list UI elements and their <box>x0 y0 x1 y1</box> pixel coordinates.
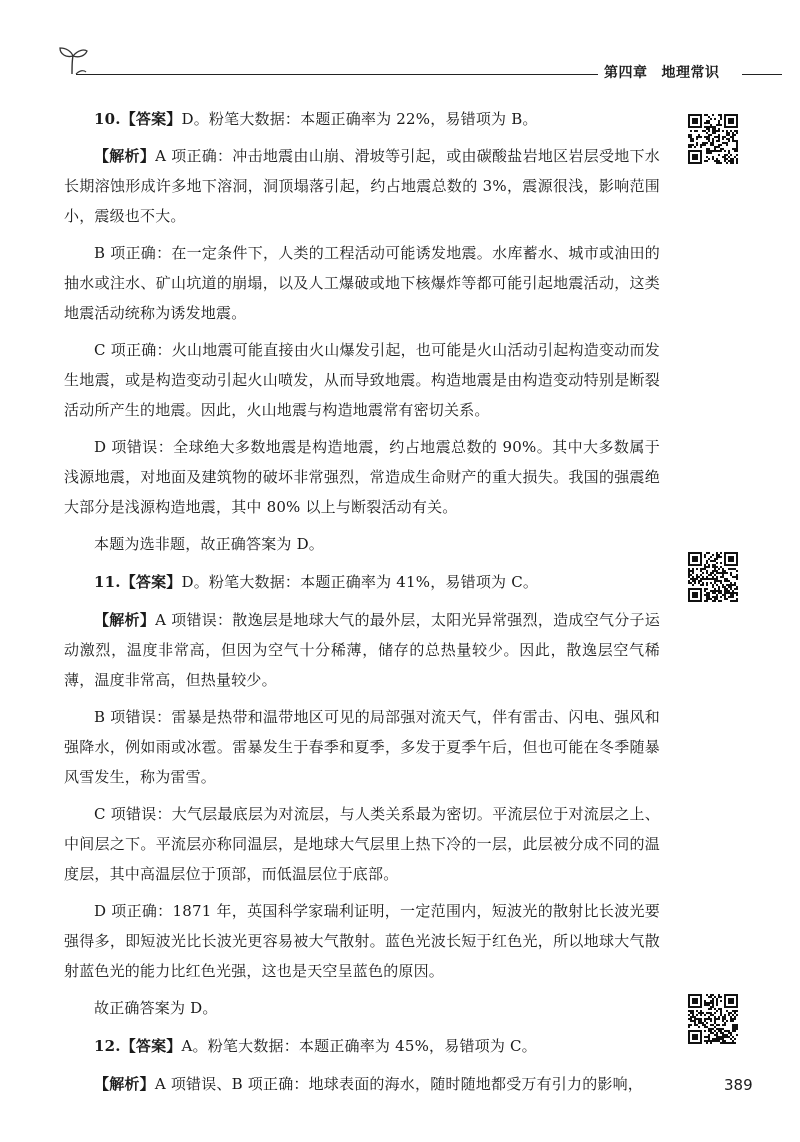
header-rule-right <box>742 74 782 75</box>
analysis-text: A 项正确：冲击地震由山崩、滑坡等引起，或由碳酸盐岩地区岩层受地下水长期溶蚀形成许多地下溶洞，洞顶塌落引起，约占地震总数的 3%，震源很浅，影响范围小，震级也不大。 <box>64 147 661 225</box>
chapter-title: 地理常识 <box>661 65 720 81</box>
header-rule-left <box>76 74 598 75</box>
analysis-label: 【解析】 <box>94 1075 155 1093</box>
answer-label: 12.【答案】 <box>94 1037 182 1055</box>
conclusion-paragraph <box>64 529 660 559</box>
option-c-paragraph <box>64 335 660 425</box>
page-number: 389 <box>724 1076 753 1094</box>
paragraph-text: C 项正确：火山地震可能直接由火山爆发引起，也可能是火山活动引起构造变动而发生地震，或是构造变动引起火山喷发，从而导致地震。构造地震是由构造变动特别是断裂活动所产生的地震。因此，火山地震与构造地震常有密切关系。 <box>64 341 660 419</box>
analysis-paragraph <box>64 605 660 695</box>
answer-11-line <box>64 567 660 597</box>
chapter-heading <box>604 62 720 82</box>
paragraph-text: 故正确答案为 D。 <box>94 999 218 1017</box>
qr-code-icon[interactable] <box>688 552 738 602</box>
paragraph-text: 本题为选非题，故正确答案为 D。 <box>94 535 324 553</box>
page-header <box>0 0 800 100</box>
analysis-paragraph <box>64 1069 660 1099</box>
option-b-paragraph <box>64 702 660 792</box>
paragraph-text: B 项正确：在一定条件下，人类的工程活动可能诱发地震。水库蓄水、城市或油田的抽水或注水、矿山坑道的崩塌，以及人工爆破或地下核爆炸等都可能引起地震活动，这类地震活动统称为诱发地震。 <box>64 244 660 322</box>
analysis-label: 【解析】 <box>94 611 156 629</box>
analysis-paragraph <box>64 141 660 231</box>
analysis-text: A 项错误、B 项正确：地球表面的海水，随时随地都受万有引力的影响， <box>154 1075 644 1093</box>
option-c-paragraph <box>64 799 660 889</box>
answer-10-line <box>64 104 660 134</box>
answer-label: 10.【答案】 <box>94 110 182 128</box>
conclusion-paragraph <box>64 993 660 1023</box>
answer-label: 11.【答案】 <box>94 573 182 591</box>
answer-text: D。粉笔大数据：本题正确率为 41%，易错项为 C。 <box>181 573 539 591</box>
paragraph-text: C 项错误：大气层最底层为对流层，与人类关系最为密切。平流层位于对流层之上、中间层之下。平流层亦称同温层，是地球大气层里上热下冷的一层，此层被分成不同的温度层，其中高温层位于顶部，而低温层位于底部。 <box>64 805 660 883</box>
answer-content <box>64 104 660 1106</box>
paragraph-text: B 项错误：雷暴是热带和温带地区可见的局部强对流天气，伴有雷击、闪电、强风和强降水，例如雨或冰雹。雷暴发生于春季和夏季，多发于夏季午后，但也可能在冬季随暴风雪发生，称为雷雪。 <box>64 708 660 786</box>
answer-text: A。粉笔大数据：本题正确率为 45%，易错项为 C。 <box>181 1037 537 1055</box>
answer-text: D。粉笔大数据：本题正确率为 22%，易错项为 B。 <box>181 110 538 128</box>
option-b-paragraph <box>64 238 660 328</box>
qr-code-icon[interactable] <box>688 114 738 164</box>
paragraph-text: D 项正确：1871 年，英国科学家瑞利证明，一定范围内，短波光的散射比长波光要强得多，即短波光比长波光更容易被大气散射。蓝色光波长短于红色光，所以地球大气散射蓝色光的能力比红色光强，这也是天空呈蓝色的原因。 <box>64 902 660 980</box>
analysis-text: A 项错误：散逸层是地球大气的最外层，太阳光异常强烈，造成空气分子运动激烈，温度非常高，但因为空气十分稀薄，储存的总热量较少。因此，散逸层空气稀薄，温度非常高，但热量较少。 <box>64 611 661 689</box>
qr-code-icon[interactable] <box>688 994 738 1044</box>
paragraph-text: D 项错误：全球绝大多数地震是构造地震，约占地震总数的 90%。其中大多数属于浅源地震，对地面及建筑物的破坏非常强烈，常造成生命财产的重大损失。我国的强震绝大部分是浅源构造地震，其中 80% 以上与断裂活动有关。 <box>64 438 660 516</box>
chapter-number: 第四章 <box>604 65 648 81</box>
answer-12-line <box>64 1031 660 1061</box>
option-d-paragraph <box>64 432 660 522</box>
analysis-label: 【解析】 <box>94 147 156 165</box>
option-d-paragraph <box>64 896 660 986</box>
